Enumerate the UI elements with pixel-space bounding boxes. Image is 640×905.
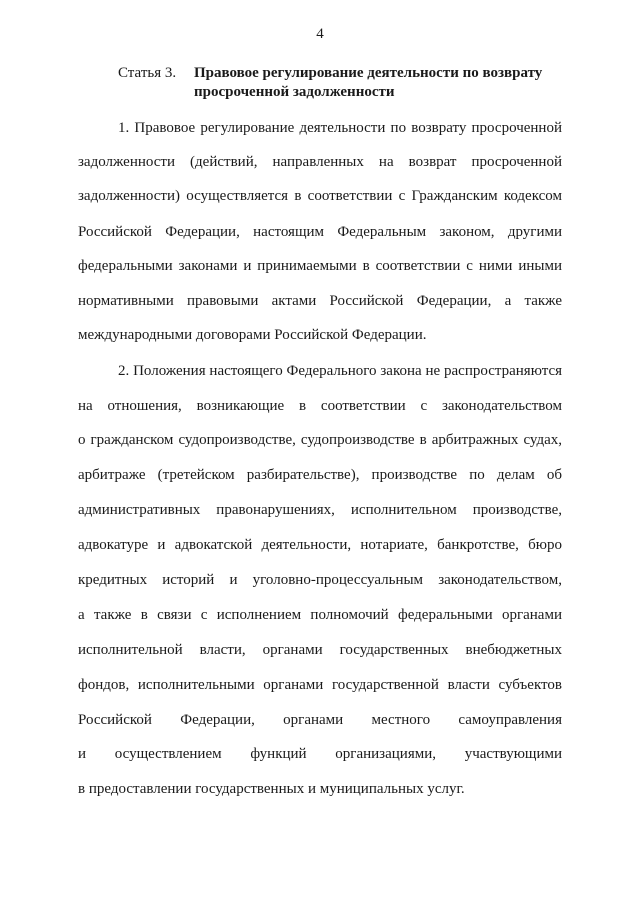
paragraph-line: исполнительной власти, органами государственных внебюджетных <box>78 642 562 658</box>
paragraph-line: Российской Федерации, настоящим Федеральным законом, другими <box>78 224 562 240</box>
paragraph-line: кредитных историй и уголовно-процессуальным законодательством, <box>78 572 562 588</box>
article-title-line: Правовое регулирование деятельности по возврату <box>194 65 543 81</box>
paragraph-line: 2. Положения настоящего Федерального закона не распространяются <box>118 363 562 379</box>
article-title-line: просроченной задолженности <box>194 84 395 100</box>
paragraph-line: арбитраже (третейском разбирательстве), производстве по делам об <box>78 467 562 483</box>
paragraph-line: фондов, исполнительными органами государственной власти субъектов <box>78 677 562 693</box>
paragraph-line: 1. Правовое регулирование деятельности по возврату просроченной <box>118 120 562 136</box>
paragraph-line: нормативными правовыми актами Российской Федерации, а также <box>78 293 562 309</box>
article-title <box>194 64 568 102</box>
paragraph-line: международными договорами Российской Федерации. <box>78 327 427 343</box>
paragraph-line: адвокатуре и адвокатской деятельности, нотариате, банкротстве, бюро <box>78 537 562 553</box>
paragraph-line: в предоставлении государственных и муниципальных услуг. <box>78 781 465 797</box>
paragraph-line: задолженности) осуществляется в соответствии с Гражданским кодексом <box>78 188 562 204</box>
paragraph-line: задолженности (действий, направленных на возврат просроченной <box>78 154 562 170</box>
paragraph-line: на отношения, возникающие в соответствии с законодательством <box>78 398 562 414</box>
article-label: Статья 3. <box>118 65 177 81</box>
page-number: 4 <box>316 26 324 42</box>
paragraph-line: и осуществлением функций организациями, участвующими <box>78 746 562 762</box>
paragraph-line: Российской Федерации, органами местного самоуправления <box>78 712 562 728</box>
paragraph-line: федеральными законами и принимаемыми в соответствии с ними иными <box>78 258 562 274</box>
paragraph-line: административных правонарушениях, исполнительном производстве, <box>78 502 562 518</box>
paragraph-line: о гражданском судопроизводстве, судопроизводстве в арбитражных судах, <box>78 432 562 448</box>
paragraph-line: а также в связи с исполнением полномочий федеральными органами <box>78 607 562 623</box>
